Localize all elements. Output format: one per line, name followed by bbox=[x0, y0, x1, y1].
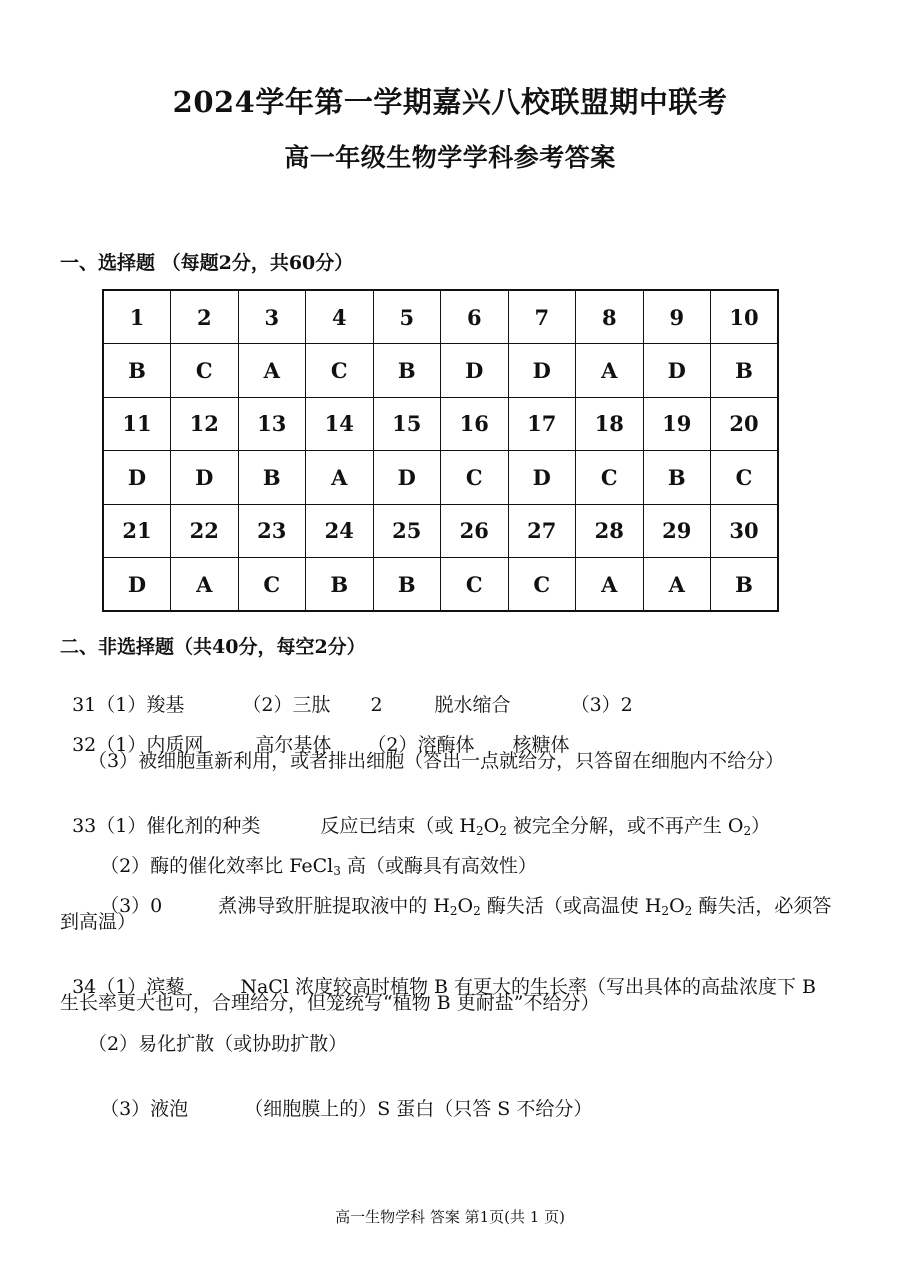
question-number-cell: 5 bbox=[373, 290, 441, 344]
question-number-cell: 2 bbox=[171, 290, 239, 344]
q33-part3-cont: 到高温） bbox=[60, 911, 137, 933]
question-number-cell: 16 bbox=[441, 397, 509, 451]
question-number-cell: 24 bbox=[306, 504, 374, 558]
q32-part2b: 核糖体 bbox=[512, 734, 570, 756]
question-number-cell: 8 bbox=[576, 290, 644, 344]
answer-cell: D bbox=[643, 344, 711, 398]
answer-cell: D bbox=[508, 344, 576, 398]
answer-cell: B bbox=[103, 344, 171, 398]
q32-part2a: （2）溶酶体 bbox=[367, 734, 475, 756]
answer-cell: C bbox=[171, 344, 239, 398]
table-row-answers bbox=[103, 344, 778, 398]
question-number-cell: 9 bbox=[643, 290, 711, 344]
answer-cell: A bbox=[643, 558, 711, 612]
answer-cell: A bbox=[238, 344, 306, 398]
q33-part1b: 反应已结束（或 $H_2O_2$ 被完全分解，或不再产生 $O_2$） bbox=[320, 815, 771, 838]
section2-heading: 二、非选择题（共40分，每空2分） bbox=[60, 636, 366, 658]
question-number-cell: 27 bbox=[508, 504, 576, 558]
table-row-answers bbox=[103, 558, 778, 612]
question-number-cell: 18 bbox=[576, 397, 644, 451]
question-number-cell: 13 bbox=[238, 397, 306, 451]
question-number-cell: 26 bbox=[441, 504, 509, 558]
question-number-cell: 21 bbox=[103, 504, 171, 558]
q31-part2-count: 2 bbox=[370, 694, 383, 716]
answer-cell: B bbox=[643, 451, 711, 505]
question-number-cell: 3 bbox=[238, 290, 306, 344]
answer-cell: C bbox=[238, 558, 306, 612]
question-number-cell: 7 bbox=[508, 290, 576, 344]
answer-cell: B bbox=[711, 344, 779, 398]
answer-cell: A bbox=[171, 558, 239, 612]
question-number-cell: 25 bbox=[373, 504, 441, 558]
question-number-cell: 15 bbox=[373, 397, 441, 451]
answer-cell: D bbox=[441, 344, 509, 398]
answer-cell: A bbox=[306, 451, 374, 505]
question-number-cell: 28 bbox=[576, 504, 644, 558]
question-number-cell: 6 bbox=[441, 290, 509, 344]
q32-part1a: 32（1）内质网 bbox=[72, 734, 204, 756]
answer-cell: C bbox=[441, 558, 509, 612]
q31-part3: （3）2 bbox=[570, 694, 633, 716]
question-number-cell: 29 bbox=[643, 504, 711, 558]
question-number-cell: 14 bbox=[306, 397, 374, 451]
answer-cell: C bbox=[576, 451, 644, 505]
table-row-question-numbers bbox=[103, 504, 778, 558]
answer-cell: A bbox=[576, 344, 644, 398]
answer-cell: D bbox=[373, 451, 441, 505]
q34-part1a: 34（1）滨藜 bbox=[72, 976, 185, 998]
q32-part1b: 高尔基体 bbox=[255, 734, 332, 756]
question-number-cell: 22 bbox=[171, 504, 239, 558]
q32-part3: （3）被细胞重新利用，或者排出细胞（答出一点就给分，只答留在细胞内不给分） bbox=[88, 750, 785, 772]
question-number-cell: 23 bbox=[238, 504, 306, 558]
answer-cell: D bbox=[508, 451, 576, 505]
table-row-question-numbers bbox=[103, 290, 778, 344]
answer-cell: B bbox=[711, 558, 779, 612]
question-number-cell: 20 bbox=[711, 397, 779, 451]
question-number-cell: 1 bbox=[103, 290, 171, 344]
q31-part2: （2）三肽 bbox=[242, 694, 331, 716]
page-subtitle: 高一年级生物学学科参考答案 bbox=[284, 143, 616, 172]
question-number-cell: 12 bbox=[171, 397, 239, 451]
q34-part1b: NaCl 浓度较高时植物 B 有更大的生长率（写出具体的高盐浓度下 B bbox=[240, 976, 817, 998]
answer-cell: B bbox=[238, 451, 306, 505]
q33-part2: （2）酶的催化效率比 FeCl$_3$ 高（或酶具有高效性） bbox=[100, 855, 537, 878]
answer-cell: A bbox=[576, 558, 644, 612]
answer-cell: C bbox=[711, 451, 779, 505]
table-row-question-numbers bbox=[103, 397, 778, 451]
question-number-cell: 30 bbox=[711, 504, 779, 558]
answer-cell: C bbox=[306, 344, 374, 398]
answer-cell: D bbox=[171, 451, 239, 505]
answer-cell: B bbox=[306, 558, 374, 612]
q31-part1: 31（1）羧基 bbox=[72, 694, 185, 716]
section1-heading: 一、选择题 （每题2分，共60分） bbox=[60, 252, 354, 274]
question-number-cell: 10 bbox=[711, 290, 779, 344]
q34-part3: （3）液泡 （细胞膜上的）S 蛋白（只答 S 不给分） bbox=[100, 1098, 593, 1120]
table-row-answers bbox=[103, 451, 778, 505]
question-number-cell: 17 bbox=[508, 397, 576, 451]
question-number-cell: 11 bbox=[103, 397, 171, 451]
answer-cell: C bbox=[508, 558, 576, 612]
page-title: 2024学年第一学期嘉兴八校联盟期中联考 bbox=[172, 85, 728, 119]
q33-part1a: 33（1）催化剂的种类 bbox=[72, 815, 261, 837]
answer-cell: B bbox=[373, 344, 441, 398]
answer-table bbox=[102, 289, 779, 612]
q34-part2: （2）易化扩散（或协助扩散） bbox=[88, 1033, 348, 1055]
question-number-cell: 4 bbox=[306, 290, 374, 344]
q33-part3: （3）0 煮沸导致肝脏提取液中的 $H_2O_2$ 酶失活（或高温使 $H_2O_2$ 酶失活，必须答 bbox=[100, 895, 832, 918]
answer-cell: B bbox=[373, 558, 441, 612]
q31-part2-reaction: 脱水缩合 bbox=[434, 694, 511, 716]
answer-cell: D bbox=[103, 558, 171, 612]
q34-part1-cont: 生长率更大也可，合理给分，但笼统写“植物 B 更耐盐”不给分） bbox=[60, 992, 600, 1014]
answer-cell: C bbox=[441, 451, 509, 505]
answer-cell: D bbox=[103, 451, 171, 505]
page-footer: 高一生物学科 答案 第1页(共 1 页) bbox=[335, 1208, 565, 1226]
question-number-cell: 19 bbox=[643, 397, 711, 451]
